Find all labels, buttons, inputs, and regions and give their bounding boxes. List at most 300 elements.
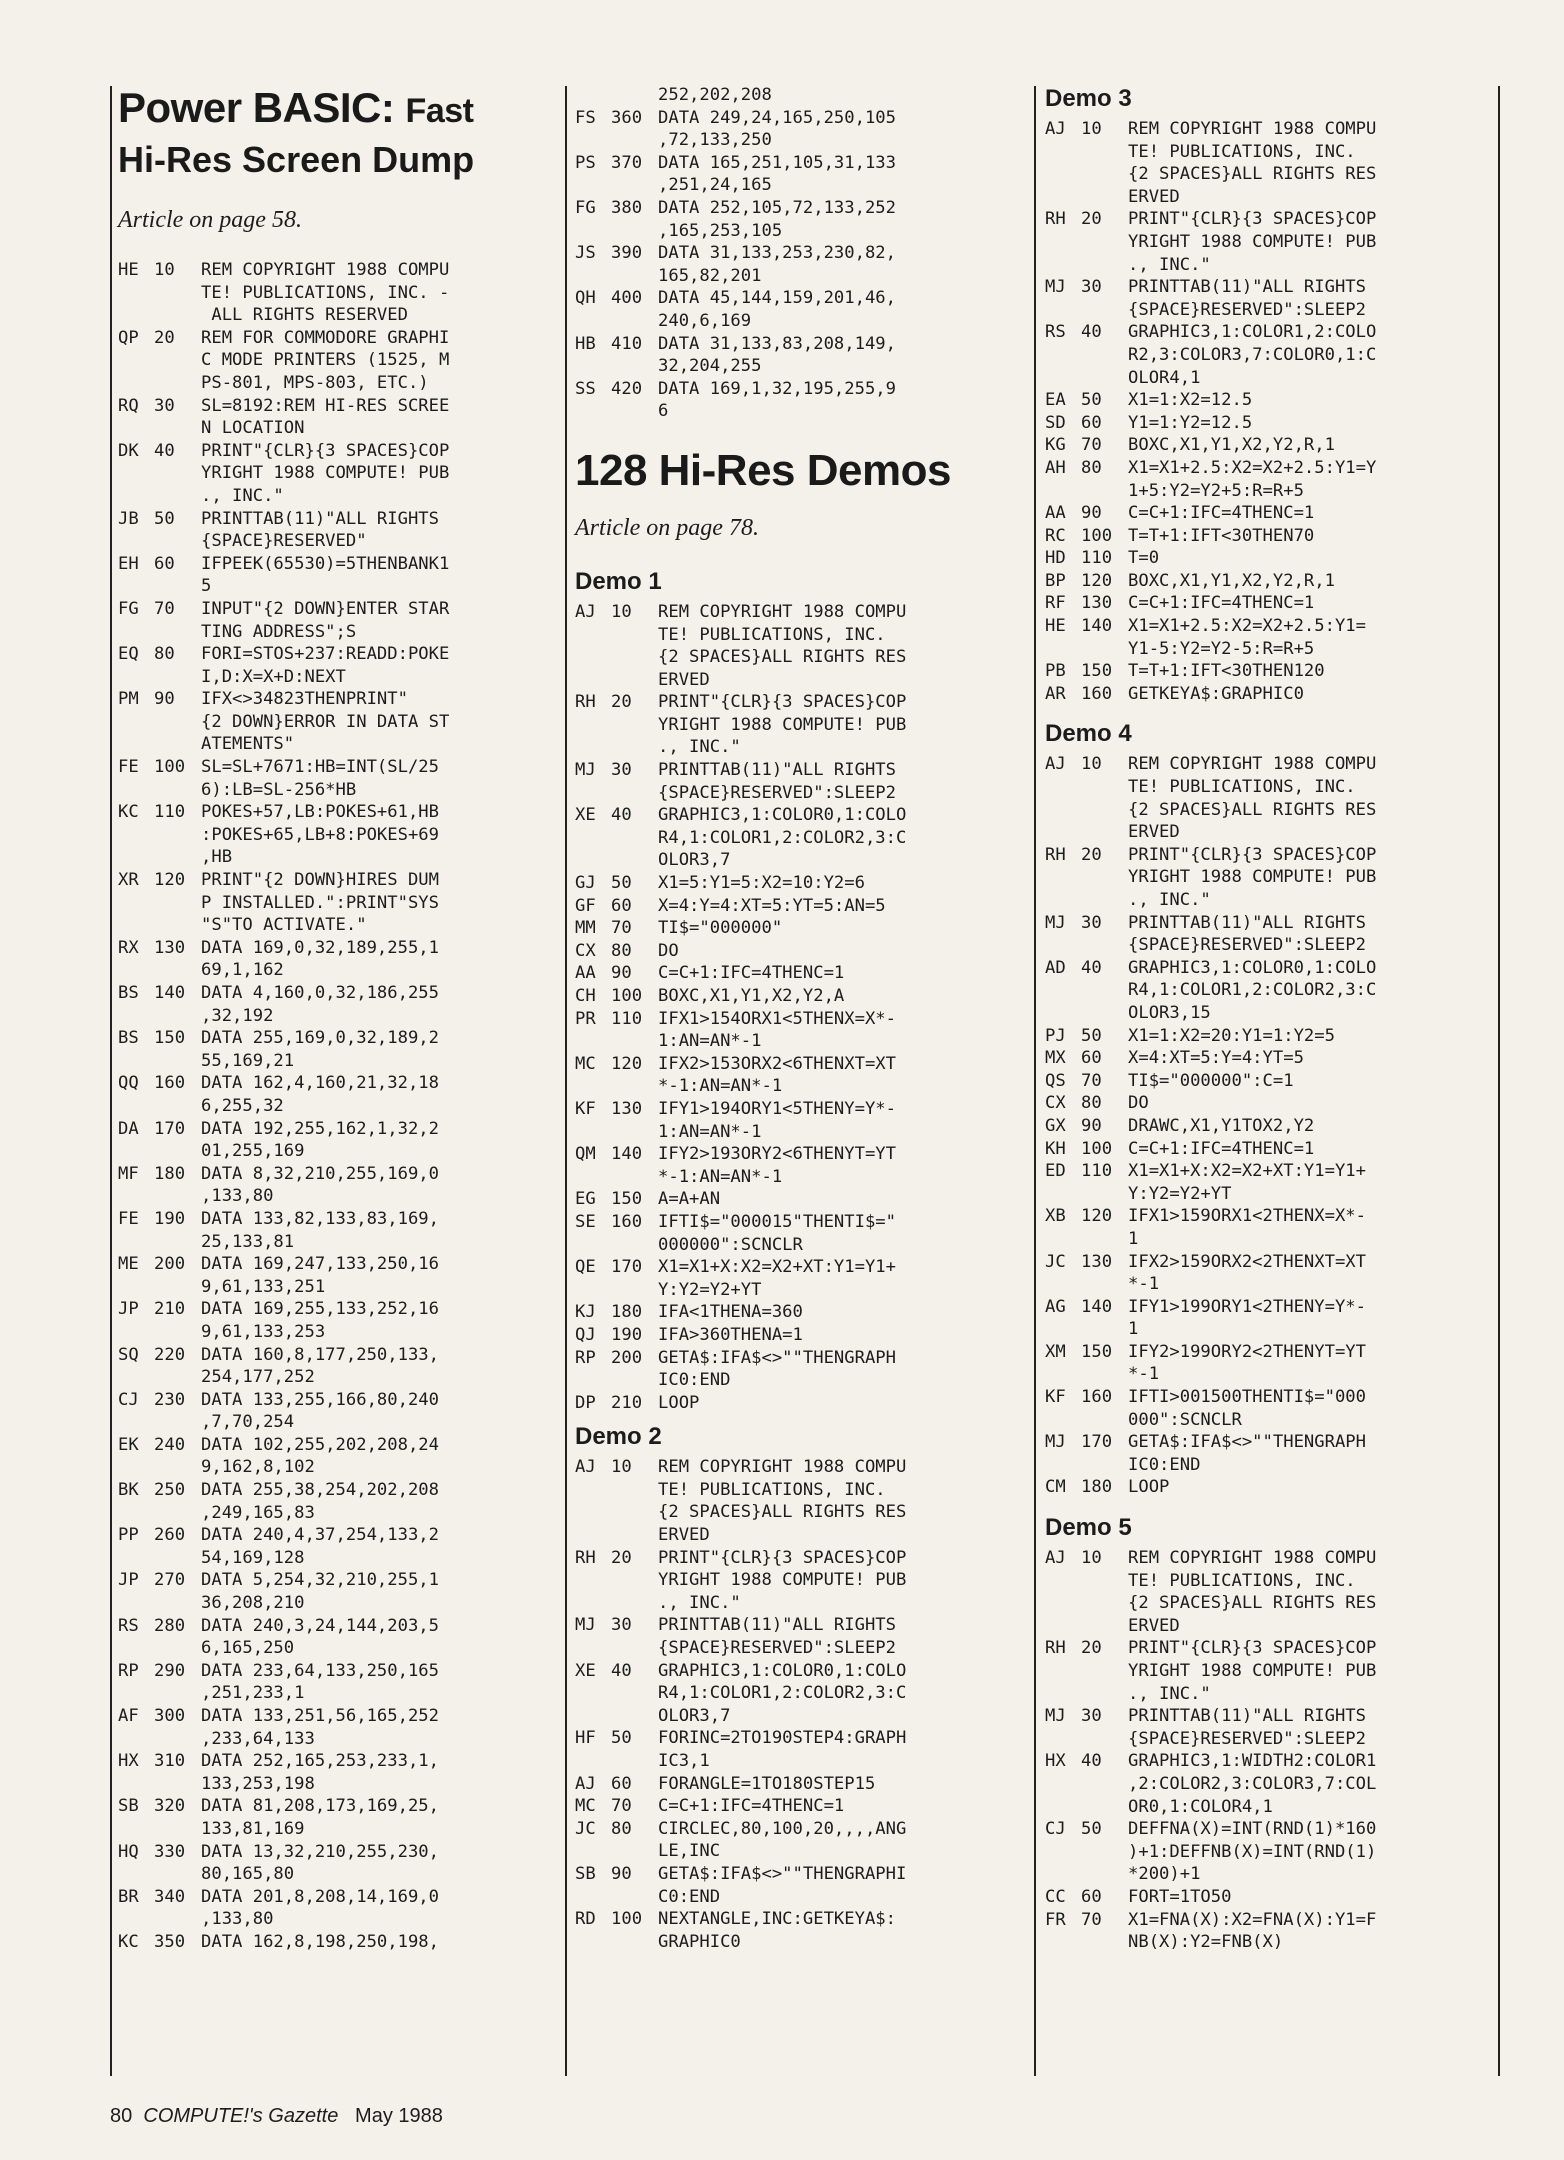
article-reference-2: Article on page 78. xyxy=(575,514,759,541)
code-line-continuation xyxy=(575,1166,1030,1189)
code-text: DATA 162,4,160,21,32,18 xyxy=(201,1073,439,1094)
code-text: X1=1:X2=12.5 xyxy=(1128,390,1253,411)
code-line xyxy=(1045,457,1495,480)
line-number: 110 xyxy=(154,802,186,823)
checksum: BP xyxy=(1045,570,1066,591)
code-text: GRAPHIC3,1:COLOR0,1:COLO xyxy=(658,1660,907,1681)
checksum: EK xyxy=(118,1434,139,1455)
checksum: RQ xyxy=(118,395,139,416)
code-text: 32,204,255 xyxy=(658,356,762,377)
code-text: Y:Y2=Y2+YT xyxy=(658,1279,762,1300)
code-line-continuation xyxy=(575,714,1030,737)
code-text: PRINT"{CLR}{3 SPACES}COP xyxy=(658,692,907,713)
code-text: GETKEYA$:GRAPHIC0 xyxy=(1128,683,1304,704)
code-text: YRIGHT 1988 COMPUTE! PUB xyxy=(1128,867,1377,888)
code-line-continuation xyxy=(118,779,558,802)
code-line xyxy=(1045,844,1495,867)
line-number: 70 xyxy=(1081,435,1102,456)
code-text: A=A+AN xyxy=(658,1189,721,1210)
line-number: 40 xyxy=(611,805,632,826)
code-text: 5 xyxy=(201,576,212,597)
code-line-continuation xyxy=(575,1030,1030,1053)
checksum: JP xyxy=(118,1570,139,1591)
line-number: 40 xyxy=(1081,957,1102,978)
line-number: 160 xyxy=(1081,1387,1113,1408)
code-text: ,2:COLOR2,3:COLOR3,7:COL xyxy=(1128,1773,1377,1794)
demo-5-heading: Demo 5 xyxy=(1045,1514,1132,1542)
code-line xyxy=(575,895,1030,918)
code-text: DRAWC,X1,Y1TOX2,Y2 xyxy=(1128,1115,1315,1136)
code-text: T=0 xyxy=(1128,548,1160,569)
code-text: DATA 160,8,177,250,133, xyxy=(201,1344,439,1365)
code-line xyxy=(575,1660,1030,1683)
code-text: PRINTTAB(11)"ALL RIGHTS xyxy=(1128,912,1366,933)
code-text: X=4:Y=4:XT=5:YT=5:AN=5 xyxy=(658,895,886,916)
checksum: RD xyxy=(575,1909,596,1930)
code-line xyxy=(575,1773,1030,1796)
checksum: HE xyxy=(118,260,139,280)
code-line-continuation xyxy=(118,1411,558,1434)
checksum: JP xyxy=(118,1299,139,1320)
code-line-continuation xyxy=(1045,1228,1495,1251)
code-text: DATA 31,133,83,208,149, xyxy=(658,333,896,354)
checksum: CJ xyxy=(1045,1819,1066,1840)
code-text: GETA$:IFA$<>""THENGRAPH xyxy=(658,1347,896,1368)
code-line-continuation xyxy=(575,1637,1030,1660)
code-text: {SPACE}RESERVED":SLEEP2 xyxy=(1128,935,1366,956)
line-number: 210 xyxy=(154,1299,186,1320)
page-number: 80 xyxy=(110,2105,133,2127)
checksum: RH xyxy=(575,1547,596,1568)
code-line-continuation xyxy=(118,1547,558,1570)
code-line xyxy=(118,1253,558,1276)
line-number: 20 xyxy=(611,692,632,713)
line-number: 130 xyxy=(611,1098,643,1119)
code-line-continuation xyxy=(118,733,558,756)
checksum: PJ xyxy=(1045,1025,1066,1046)
code-line-continuation xyxy=(1045,367,1495,390)
line-number: 30 xyxy=(611,1615,632,1636)
line-number: 340 xyxy=(154,1886,186,1907)
line-number: 360 xyxy=(611,107,643,128)
code-line-continuation xyxy=(1045,344,1495,367)
checksum: KC xyxy=(118,802,139,823)
checksum: SD xyxy=(1045,412,1066,433)
code-line xyxy=(1045,118,1495,141)
code-text: YRIGHT 1988 COMPUTE! PUB xyxy=(1128,231,1377,252)
line-number: 170 xyxy=(154,1118,186,1139)
code-line xyxy=(118,1434,558,1457)
column-rule-2 xyxy=(1034,86,1036,2076)
checksum: FS xyxy=(575,107,596,128)
line-number: 30 xyxy=(154,395,175,416)
article-title xyxy=(118,82,558,137)
line-number: 220 xyxy=(154,1344,186,1365)
line-number: 30 xyxy=(611,760,632,781)
code-text: ,233,64,133 xyxy=(201,1728,315,1749)
line-number: 20 xyxy=(611,1547,632,1568)
checksum: MX xyxy=(1045,1048,1066,1069)
code-line-continuation xyxy=(1045,866,1495,889)
code-line xyxy=(1045,683,1495,706)
code-text: *-1:AN=AN*-1 xyxy=(658,1166,783,1187)
code-line xyxy=(1045,1705,1495,1728)
code-line xyxy=(118,756,558,779)
line-number: 100 xyxy=(154,757,186,778)
code-text: ., INC." xyxy=(1128,254,1211,275)
code-text: 6):LB=SL-256*HB xyxy=(201,779,357,800)
code-text: ERVED xyxy=(1128,822,1180,843)
code-text: LE,INC xyxy=(658,1841,721,1862)
line-number: 60 xyxy=(1081,412,1102,433)
code-text: GRAPHIC3,1:WIDTH2:COLOR1 xyxy=(1128,1751,1377,1772)
code-text: T=T+1:IFT<30THEN120 xyxy=(1128,661,1325,682)
checksum: EH xyxy=(118,553,139,574)
code-line xyxy=(575,84,1030,107)
code-line-continuation xyxy=(575,1886,1030,1909)
code-line xyxy=(575,872,1030,895)
line-number: 20 xyxy=(1081,209,1102,230)
code-line-continuation xyxy=(118,892,558,915)
code-text: 25,133,81 xyxy=(201,1231,295,1252)
line-number: 20 xyxy=(1081,844,1102,865)
code-line-continuation xyxy=(575,1369,1030,1392)
column-2 xyxy=(575,84,1030,1953)
line-number: 70 xyxy=(1081,1909,1102,1930)
code-text: DEFFNA(X)=INT(RND(1)*160 xyxy=(1128,1819,1377,1840)
code-text: X1=X1+X:X2=X2+XT:Y1=Y1+ xyxy=(658,1257,896,1278)
code-text: ERVED xyxy=(1128,186,1180,207)
checksum: SE xyxy=(575,1211,596,1232)
column-3 xyxy=(1045,84,1495,1954)
code-line-continuation xyxy=(575,1592,1030,1615)
code-text: X1=FNA(X):X2=FNA(X):Y1=F xyxy=(1128,1909,1377,1930)
code-line-continuation xyxy=(575,1524,1030,1547)
checksum: QS xyxy=(1045,1070,1066,1091)
code-line-continuation xyxy=(1045,1002,1495,1025)
code-line xyxy=(1045,1476,1495,1499)
code-line xyxy=(1045,1886,1495,1909)
code-text: ,32,192 xyxy=(201,1005,274,1026)
code-text: 1 xyxy=(1128,1228,1139,1249)
code-text: DATA 255,38,254,202,208 xyxy=(201,1480,439,1501)
checksum: HF xyxy=(575,1728,596,1749)
code-line-continuation xyxy=(575,782,1030,805)
code-line-continuation xyxy=(1045,1863,1495,1886)
line-number: 170 xyxy=(611,1257,643,1278)
column-rule-1 xyxy=(565,86,567,2076)
code-line-continuation xyxy=(118,1818,558,1841)
code-line xyxy=(118,259,558,282)
line-number: 110 xyxy=(611,1008,643,1029)
code-line-continuation xyxy=(1045,799,1495,822)
checksum: PS xyxy=(575,152,596,173)
issue-date: May 1988 xyxy=(355,2105,443,2127)
code-line-continuation xyxy=(118,530,558,553)
code-text: *-1:AN=AN*-1 xyxy=(658,1076,783,1097)
code-text: DATA 252,105,72,133,252 xyxy=(658,197,896,218)
code-line xyxy=(575,1547,1030,1570)
code-text: IFTI$="000015"THENTI$=" xyxy=(658,1211,896,1232)
code-line-continuation xyxy=(1045,163,1495,186)
code-text: SL=SL+7671:HB=INT(SL/25 xyxy=(201,757,439,778)
code-line xyxy=(1045,1025,1495,1048)
code-text: IFA<1THENA=360 xyxy=(658,1302,803,1323)
code-line-continuation xyxy=(118,1637,558,1660)
code-line xyxy=(118,1886,558,1909)
code-line-continuation xyxy=(1045,141,1495,164)
code-line-continuation xyxy=(118,1095,558,1118)
code-text: {2 SPACES}ALL RIGHTS RES xyxy=(658,1502,907,1523)
code-text: FORI=STOS+237:READD:POKE xyxy=(201,644,450,665)
line-number: 60 xyxy=(611,895,632,916)
code-text: DATA 233,64,133,250,165 xyxy=(201,1660,439,1681)
code-line xyxy=(118,1931,558,1954)
code-line-continuation xyxy=(575,1234,1030,1257)
code-line xyxy=(575,1614,1030,1637)
article-title-2: 128 Hi-Res Demos xyxy=(575,445,951,495)
code-text: DATA 31,133,253,230,82, xyxy=(658,243,896,264)
checksum xyxy=(575,84,611,107)
code-text: 01,255,169 xyxy=(201,1141,305,1162)
line-number: 50 xyxy=(1081,1819,1102,1840)
code-line xyxy=(1045,547,1495,570)
code-text: X1=5:Y1=5:X2=10:Y2=6 xyxy=(658,873,865,894)
code-text: DATA 240,3,24,144,203,5 xyxy=(201,1615,439,1636)
code-text: C=C+1:IFC=4THENC=1 xyxy=(658,1796,845,1817)
code-line xyxy=(575,1256,1030,1279)
code-text: 133,81,169 xyxy=(201,1818,305,1839)
code-text: DATA 249,24,165,250,105 xyxy=(658,107,896,128)
demo-4-heading: Demo 4 xyxy=(1045,720,1132,748)
code-line-continuation xyxy=(118,304,558,327)
code-line-continuation xyxy=(1045,889,1495,912)
code-line xyxy=(1045,1205,1495,1228)
code-line xyxy=(575,152,1030,175)
code-text: GRAPHIC3,1:COLOR0,1:COLO xyxy=(1128,957,1377,978)
code-line xyxy=(118,1389,558,1412)
checksum: AJ xyxy=(575,1457,596,1478)
checksum: KC xyxy=(118,1931,139,1952)
checksum: RP xyxy=(575,1347,596,1368)
code-line-continuation xyxy=(118,621,558,644)
code-text: PS-801, MPS-803, ETC.) xyxy=(201,372,429,393)
code-text: IFX<>34823THENPRINT" xyxy=(201,689,408,710)
code-line xyxy=(118,1569,558,1592)
code-text: X1=1:X2=20:Y1=1:Y2=5 xyxy=(1128,1025,1335,1046)
code-line-continuation xyxy=(575,669,1030,692)
code-line-continuation xyxy=(118,1863,558,1886)
code-text: N LOCATION xyxy=(201,418,305,439)
line-number: 70 xyxy=(154,598,175,619)
code-text: BOXC,X1,Y1,X2,Y2,R,1 xyxy=(1128,570,1335,591)
line-number: 140 xyxy=(1081,1296,1113,1317)
code-line-continuation xyxy=(575,736,1030,759)
checksum: DP xyxy=(575,1392,596,1413)
checksum: BR xyxy=(118,1886,139,1907)
line-number: 320 xyxy=(154,1796,186,1817)
line-number: 80 xyxy=(1081,457,1102,478)
code-text: *-1 xyxy=(1128,1364,1160,1385)
code-line xyxy=(1045,525,1495,548)
line-number: 120 xyxy=(1081,570,1113,591)
code-text: IC0:END xyxy=(658,1370,731,1391)
checksum: CX xyxy=(575,940,596,961)
code-text: IFX1>154ORX1<5THENX=X*- xyxy=(658,1008,896,1029)
code-line xyxy=(118,1705,558,1728)
checksum: HB xyxy=(575,333,596,354)
line-number: 20 xyxy=(1081,1638,1102,1659)
line-number: 10 xyxy=(154,260,175,280)
code-text: 000000":SCNCLR xyxy=(658,1234,803,1255)
code-line xyxy=(1045,276,1495,299)
code-text: 6,255,32 xyxy=(201,1095,284,1116)
code-text: 1:AN=AN*-1 xyxy=(658,1121,762,1142)
code-line xyxy=(1045,1092,1495,1115)
code-text: GETA$:IFA$<>""THENGRAPHI xyxy=(658,1863,907,1884)
code-text: YRIGHT 1988 COMPUTE! PUB xyxy=(658,1570,907,1591)
code-line-continuation xyxy=(575,400,1030,423)
code-text: 1 xyxy=(1128,1319,1139,1340)
code-text: TE! PUBLICATIONS, INC. - xyxy=(201,282,450,303)
checksum: AJ xyxy=(1045,119,1066,139)
code-line xyxy=(1045,1386,1495,1409)
code-text: ,HB xyxy=(201,847,233,868)
checksum: AJ xyxy=(575,601,596,622)
checksum: CH xyxy=(575,986,596,1006)
line-number: 50 xyxy=(611,873,632,894)
code-text: R2,3:COLOR3,7:COLOR0,1:C xyxy=(1128,344,1377,365)
line-number: 50 xyxy=(1081,1025,1102,1046)
code-line-continuation xyxy=(575,1479,1030,1502)
line-number: 250 xyxy=(154,1480,186,1501)
code-line-continuation xyxy=(118,1276,558,1299)
code-text: GRAPHIC3,1:COLOR0,1:COLO xyxy=(658,805,907,826)
line-number: 180 xyxy=(154,1163,186,1184)
code-line-continuation xyxy=(575,624,1030,647)
code-text: ,133,80 xyxy=(201,1909,274,1930)
code-text: REM COPYRIGHT 1988 COMPU xyxy=(658,601,907,622)
code-line-continuation xyxy=(1045,1592,1495,1615)
code-text: 252,202,208 xyxy=(658,85,772,105)
code-line-continuation xyxy=(118,1773,558,1796)
checksum: MJ xyxy=(575,760,596,781)
checksum: EG xyxy=(575,1189,596,1210)
code-line xyxy=(118,1027,558,1050)
line-number: 140 xyxy=(1081,616,1113,637)
code-text: CIRCLEC,80,100,20,,,,ANG xyxy=(658,1818,907,1839)
code-line xyxy=(575,333,1030,356)
code-text: X1=X1+2.5:X2=X2+2.5:Y1=Y xyxy=(1128,457,1377,478)
line-number: 40 xyxy=(611,1660,632,1681)
checksum: AA xyxy=(575,963,596,984)
code-line-continuation xyxy=(118,824,558,847)
code-text: 240,6,169 xyxy=(658,310,752,331)
checksum: CJ xyxy=(118,1389,139,1410)
line-number: 130 xyxy=(1081,593,1113,614)
code-text: {SPACE}RESERVED":SLEEP2 xyxy=(658,782,896,803)
checksum: CX xyxy=(1045,1093,1066,1114)
code-text: DATA 162,8,198,250,198, xyxy=(201,1931,439,1952)
code-line-continuation xyxy=(575,827,1030,850)
line-number: 110 xyxy=(1081,1161,1113,1182)
code-line-continuation xyxy=(575,174,1030,197)
code-text: DATA 169,1,32,195,255,9 xyxy=(658,378,896,399)
checksum: JB xyxy=(118,508,139,529)
code-text: OLOR3,7 xyxy=(658,850,731,871)
line-number: 10 xyxy=(611,1457,632,1478)
code-text: IC3,1 xyxy=(658,1751,710,1771)
code-line xyxy=(1045,615,1495,638)
line-number: 160 xyxy=(1081,683,1113,704)
code-text: REM COPYRIGHT 1988 COMPU xyxy=(1128,754,1377,775)
code-line-continuation xyxy=(118,846,558,869)
line-number: 40 xyxy=(154,440,175,461)
code-text: *-1 xyxy=(1128,1274,1160,1295)
line-number: 50 xyxy=(611,1728,632,1749)
code-line xyxy=(575,804,1030,827)
demo-2-heading: Demo 2 xyxy=(575,1423,662,1451)
line-number: 140 xyxy=(611,1144,643,1165)
line-number: 230 xyxy=(154,1389,186,1410)
code-line-continuation xyxy=(1045,1931,1495,1954)
code-line-continuation xyxy=(1045,979,1495,1002)
checksum: GJ xyxy=(575,873,596,894)
code-line xyxy=(575,1211,1030,1234)
code-line xyxy=(575,1818,1030,1841)
code-line-continuation xyxy=(1045,480,1495,503)
line-number: 10 xyxy=(1081,1548,1102,1569)
code-text: PRINT"{CLR}{3 SPACES}COP xyxy=(658,1547,907,1568)
code-text: DATA 45,144,159,201,46, xyxy=(658,288,896,309)
code-line-continuation xyxy=(118,711,558,734)
checksum: AR xyxy=(1045,683,1066,704)
code-line-continuation xyxy=(1045,776,1495,799)
line-number: 100 xyxy=(1081,525,1113,546)
code-text: BOXC,X1,Y1,X2,Y2,R,1 xyxy=(1128,435,1335,456)
code-text: P INSTALLED.":PRINT"SYS xyxy=(201,892,439,913)
code-text: DATA 169,0,32,189,255,1 xyxy=(201,937,439,958)
code-text: ALL RIGHTS RESERVED xyxy=(201,305,408,326)
code-text: FORINC=2TO190STEP4:GRAPH xyxy=(658,1728,907,1749)
code-line-continuation xyxy=(118,349,558,372)
checksum: FG xyxy=(118,598,139,619)
code-line xyxy=(118,553,558,576)
code-line-continuation xyxy=(1045,1615,1495,1638)
code-line-continuation xyxy=(1045,299,1495,322)
code-text: X1=X1+X:X2=X2+XT:Y1=Y1+ xyxy=(1128,1161,1366,1182)
code-text: GRAPHIC3,1:COLOR1,2:COLO xyxy=(1128,322,1377,343)
code-text: C0:END xyxy=(658,1886,721,1907)
code-text: ERVED xyxy=(1128,1615,1180,1636)
line-number: 10 xyxy=(1081,119,1102,139)
code-line-continuation xyxy=(1045,1570,1495,1593)
line-number: 150 xyxy=(154,1028,186,1049)
code-text: ERVED xyxy=(658,669,710,690)
code-line-continuation xyxy=(1045,1728,1495,1751)
checksum: XE xyxy=(575,1660,596,1681)
code-text: DATA 133,251,56,165,252 xyxy=(201,1706,439,1726)
line-number: 420 xyxy=(611,378,643,399)
code-text: ., INC." xyxy=(658,737,741,758)
checksum: RH xyxy=(1045,1638,1066,1659)
code-line xyxy=(575,759,1030,782)
code-line xyxy=(118,1344,558,1367)
code-line xyxy=(575,107,1030,130)
checksum: XR xyxy=(118,870,139,891)
code-text: SL=8192:REM HI-RES SCREE xyxy=(201,395,450,416)
demo-3-heading: Demo 3 xyxy=(1045,85,1132,112)
